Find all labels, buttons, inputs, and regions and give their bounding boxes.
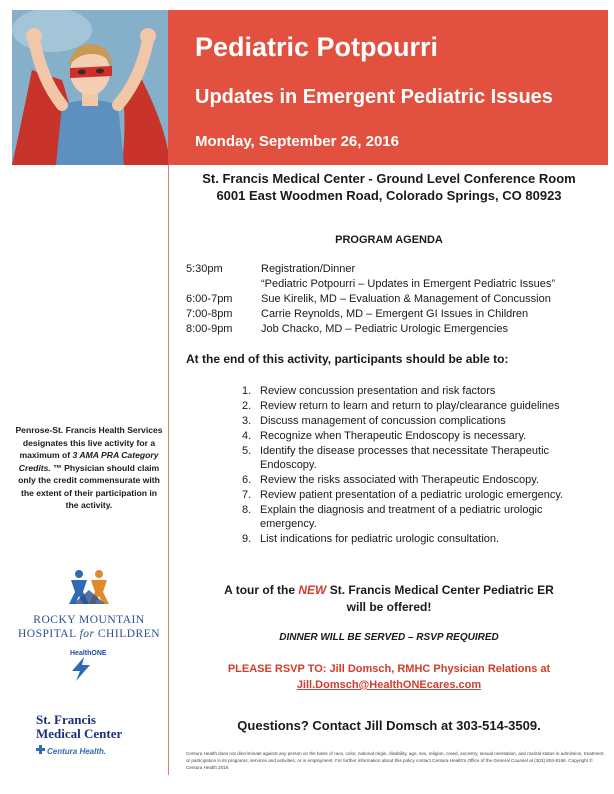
item-text: Review concussion presentation and risk factors: [260, 385, 496, 397]
header-banner: [168, 10, 608, 165]
item-text: Discuss management of concussion complications: [260, 415, 506, 427]
healthone-logo: [70, 650, 110, 686]
agenda-row: [186, 322, 606, 337]
column-divider: [168, 165, 169, 775]
agenda-text: Registration/Dinner: [261, 263, 356, 275]
rmhc-name-line1: ROCKY MOUNTAIN: [33, 614, 145, 626]
list-item: [242, 473, 594, 487]
rmhc-hospital: HOSPITAL: [17, 628, 77, 640]
list-item: [242, 444, 594, 472]
rsvp-email-link[interactable]: Jill.Domsch@HealthONEcares.com: [296, 679, 482, 691]
agenda-time: 5:30pm: [186, 263, 223, 275]
event-date: Monday, September 26, 2016: [195, 133, 399, 150]
agenda-row: [186, 262, 606, 277]
agenda-row: [186, 292, 606, 307]
item-number: 2.: [242, 400, 252, 412]
healthone-bolt-icon: [70, 657, 92, 681]
venue-name: St. Francis Medical Center - Ground Level Conference Room: [202, 171, 576, 186]
centura-name: Centura Health.: [47, 747, 107, 756]
child-superhero-illustration: [12, 10, 168, 165]
rmhc-name-line2: [14, 627, 164, 641]
item-number: 1.: [242, 385, 252, 397]
agenda-schedule: [186, 262, 606, 337]
item-text: Explain the diagnosis and treatment of a pediatric urologic emergency.: [260, 504, 543, 530]
list-item: [242, 488, 594, 502]
healthone-name: HealthONE: [70, 650, 107, 657]
page-title: Pediatric Potpourri: [195, 32, 439, 62]
centura-cross-icon: [36, 745, 45, 754]
tour-line2: will be offered!: [346, 600, 432, 614]
item-text: Recognize when Therapeutic Endoscopy is necessary.: [260, 430, 527, 442]
item-text: List indications for pediatric urologic consultation.: [260, 533, 500, 545]
st-francis-logo: [36, 713, 166, 759]
credit-statement: [14, 424, 164, 512]
tour-announcement: [170, 582, 608, 616]
agenda-row: [186, 277, 606, 292]
list-item: [242, 414, 594, 428]
list-item: [242, 384, 594, 398]
list-item: [242, 399, 594, 413]
rsvp-block: [170, 661, 608, 693]
tour-suffix: St. Francis Medical Center Pediatric ER: [326, 583, 554, 597]
list-item: [242, 532, 594, 546]
list-item: [242, 429, 594, 443]
item-number: 7.: [242, 489, 252, 501]
agenda-text: “Pediatric Potpourri – Updates in Emergent Pediatric Issues”: [261, 278, 556, 290]
credit-text-2: ™ Physician should claim only the credit commensurate with the extent of their participation in the activity.: [18, 462, 160, 510]
agenda-heading: PROGRAM AGENDA: [335, 234, 443, 246]
item-number: 6.: [242, 474, 252, 486]
rmhc-figures-icon: [65, 568, 113, 608]
dinner-notice: DINNER WILL BE SERVED – RSVP REQUIRED: [279, 632, 499, 643]
venue-address: 6001 East Woodmen Road, Colorado Springs, CO 80923: [216, 188, 562, 203]
rsvp-text: PLEASE RSVP TO: Jill Domsch, RMHC Physician Relations at: [227, 663, 551, 675]
agenda-time: [186, 277, 261, 292]
agenda-text: Job Chacko, MD – Pediatric Urologic Emergencies: [261, 323, 508, 335]
page-subtitle: Updates in Emergent Pediatric Issues: [195, 86, 553, 108]
sf-name-line2: Medical Center: [36, 726, 123, 741]
item-text: Review the risks associated with Therapeutic Endoscopy.: [260, 474, 540, 486]
credit-text-1: Penrose-St. Francis Health Services designates this live activity for a maximum of: [15, 425, 163, 460]
agenda-time: 6:00-7pm: [186, 293, 233, 305]
centura-logo: [36, 741, 166, 759]
objectives-intro: At the end of this activity, participants should be able to:: [186, 352, 509, 366]
item-number: 5.: [242, 445, 252, 457]
item-number: 4.: [242, 430, 252, 442]
credit-italic: 3 AMA PRA Category Credits.: [18, 450, 159, 473]
objectives-list: [242, 384, 594, 547]
item-number: 3.: [242, 415, 252, 427]
item-text: Review return to learn and return to play/clearance guidelines: [260, 400, 560, 412]
hero-photo: [12, 10, 168, 165]
item-number: 8.: [242, 504, 252, 516]
item-text: Identify the disease processes that necessitate Therapeutic Endoscopy.: [260, 445, 550, 471]
agenda-time: 7:00-8pm: [186, 308, 233, 320]
contact-line: Questions? Contact Jill Domsch at 303-514-3509.: [237, 718, 541, 733]
rmhc-for: for: [79, 628, 95, 640]
disclaimer-text: Centura Health does not discriminate against any person on the basis of race, color, national origin, disability, age, sex, religion, creed, ancestry, sexual orientation, and marital status in admission, treatment, or participation in its programs, services and activities, or in employment. For further information about this policy contact Centura Health's Office of the General Counsel at (303) 804-8166. Copyright © Centura Health 2016: [186, 751, 605, 770]
agenda-text: Sue Kirelik, MD – Evaluation & Management of Concussion: [261, 293, 551, 305]
agenda-time: 8:00-9pm: [186, 323, 233, 335]
agenda-row: [186, 307, 606, 322]
rmhc-children: CHILDREN: [97, 628, 161, 640]
tour-prefix: A tour of the: [224, 583, 299, 597]
venue-block: [170, 170, 608, 204]
agenda-text: Carrie Reynolds, MD – Emergent GI Issues in Children: [261, 308, 529, 320]
rmhc-logo: [14, 568, 164, 641]
item-text: Review patient presentation of a pediatric urologic emergency.: [260, 489, 564, 501]
list-item: [242, 503, 594, 531]
item-number: 9.: [242, 533, 252, 545]
sf-name-line1: St. Francis: [36, 712, 96, 727]
tour-new-highlight: NEW: [298, 583, 327, 597]
